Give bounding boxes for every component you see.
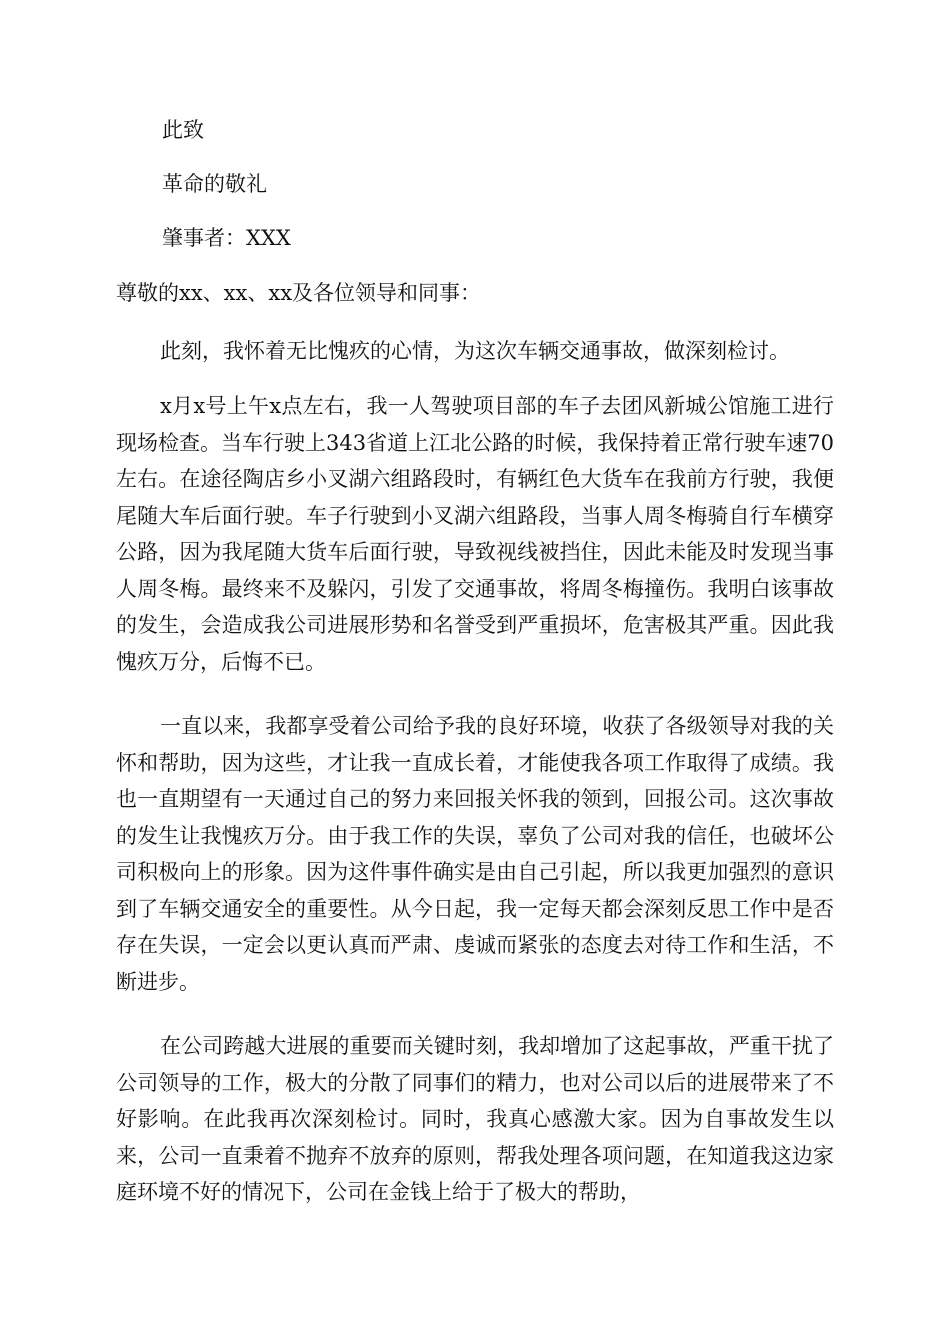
paragraph-3: 一直以来，我都享受着公司给予我的良好环境，收获了各级领导对我的关怀和帮助，因为这些，才让我一直成长着，才能使我各项工作取得了成绩。我也一直期望有一天通过自己的努力来回报关怀我的领到，回报公司。这次事故的发生让我愧疚万分。由于我工作的失误，辜负了公司对我的信任，也破坏公司积极向上的形象。因为这件事件确实是由自己引起，所以我更加强烈的意识到了车辆交通安全的重要性。从今日起，我一定每天都会深刻反思工作中是否存在失误，一定会以更认真而严肃、虔诚而紧张的态度去对待工作和生活，不断进步。	[116, 714, 834, 994]
closing-line-2: 革命的敬礼	[162, 172, 267, 196]
signature-line: 肇事者：XXX	[162, 226, 291, 250]
paragraph-1: 此刻，我怀着无比愧疚的心情，为这次车辆交通事故，做深刻检讨。	[160, 339, 790, 363]
paragraph-4: 在公司跨越大进展的重要而关键时刻，我却增加了这起事故，严重干扰了公司领导的工作，极大的分散了同事们的精力，也对公司以后的进展带来了不好影响。在此我再次深刻检讨。同时，我真心感激大家。因为自事故发生以来，公司一直秉着不抛弃不放弃的原则，帮我处理各项问题，在知道我这边家庭环境不好的情况下，公司在金钱上给于了极大的帮助，	[116, 1034, 834, 1204]
salutation: 尊敬的xx、xx、xx及各位领导和同事：	[116, 281, 482, 305]
closing-line-1: 此致	[162, 118, 204, 142]
paragraph-2: x月x号上午x点左右，我一人驾驶项目部的车子去团风新城公馆施工进行现场检查。当车行驶上343省道上江北公路的时候，我保持着正常行驶车速70左右。在途径陶店乡小叉湖六组路段时，有辆红色大货车在我前方行驶，我便尾随大车后面行驶。车子行驶到小叉湖六组路段，当事人周冬梅骑自行车横穿公路，因为我尾随大货车后面行驶，导致视线被挡住，因此未能及时发现当事人周冬梅。最终来不及躲闪，引发了交通事故，将周冬梅撞伤。我明白该事故的发生，会造成我公司进展形势和名誉受到严重损坏，危害极其严重。因此我愧疚万分，后悔不已。	[116, 394, 834, 674]
